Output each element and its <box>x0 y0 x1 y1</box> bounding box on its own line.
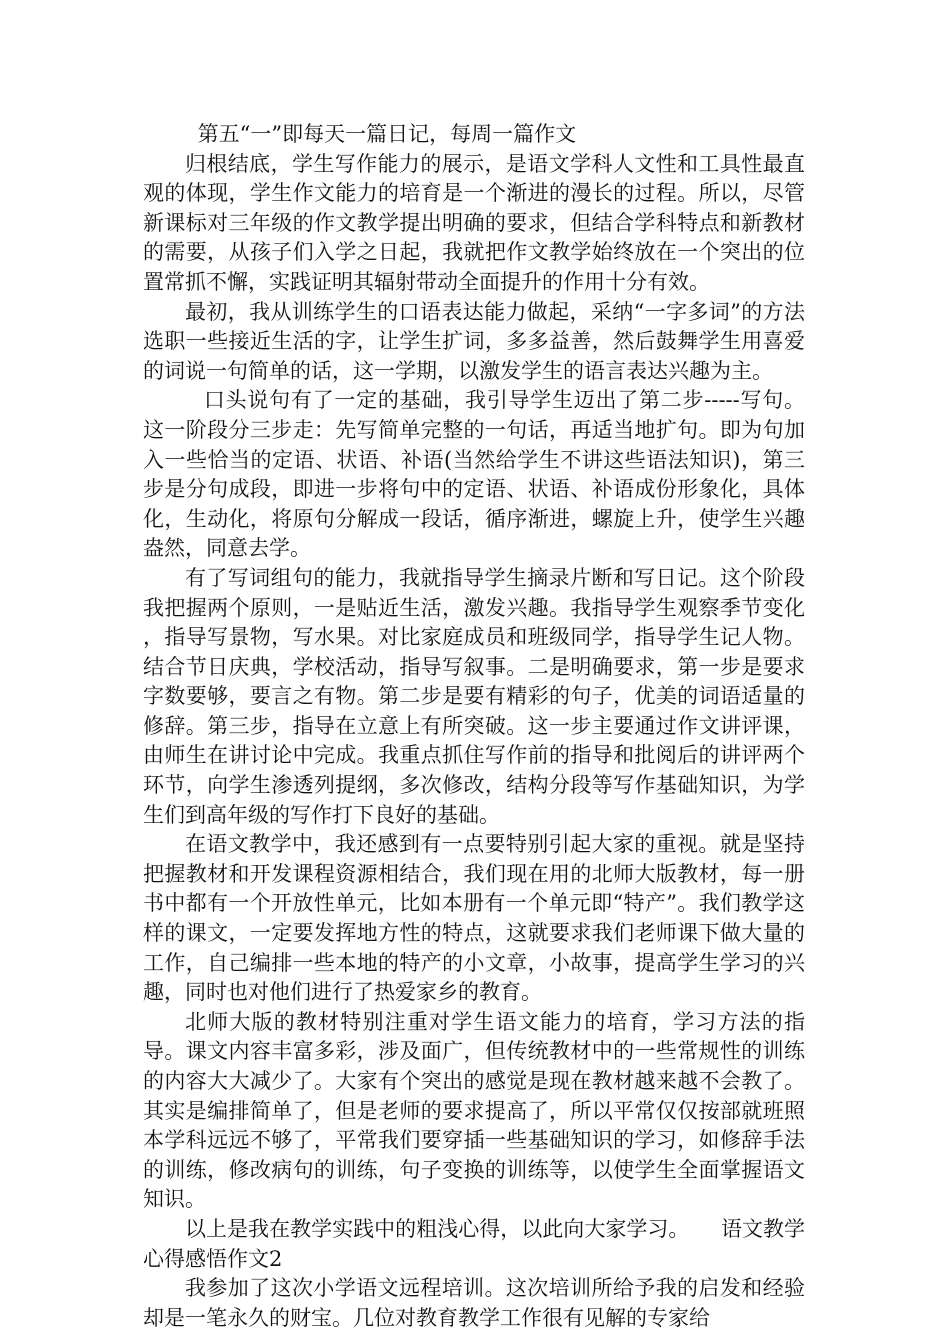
paragraph-training-intro: 我参加了这次小学语文远程培训。这次培训所给予我的启发和经验却是一笔永久的财宝。几位对教育教学工作很有见解的专家给 <box>143 1276 805 1330</box>
paragraph-sentence-writing: 口头说句有了一定的基础，我引导学生迈出了第二步-----写句。这一阶段分三步走：先写简单完整的一句话，再适当地扩句。即为句加入一些恰当的定语、状语、补语(当然给学生不讲这些语法知识)，第三步是分句成段，即进一步将句中的定语、状语、补语成份形象化，具体化，生动化，将原句分解成一段话，循序渐进，螺旋上升，使学生兴趣盎然，同意去学。 <box>143 388 805 561</box>
paragraph-course-resources: 在语文教学中，我还感到有一点要特别引起大家的重视。就是坚持把握教材和开发课程资源相结合，我们现在用的北师大版教材，每一册书中都有一个开放性单元，比如本册有一个单元即“特产”。我们教学这样的课文，一定要发挥地方性的特点，这就要求我们老师课下做大量的工作，自己编排一些本地的特产的小文章，小故事，提高学生学习的兴趣，同时也对他们进行了热爱家乡的教育。 <box>143 832 805 1005</box>
paragraph-conclusion: 以上是我在教学实践中的粗浅心得，以此向大家学习。 语文教学心得感悟作文2 <box>143 1216 805 1271</box>
section-heading: 第五“一”即每天一篇日记，每周一篇作文 <box>197 122 577 146</box>
paragraph-oral-expression: 最初，我从训练学生的口语表达能力做起，采纳“一字多词”的方法选职一些接近生活的字，让学生扩词，多多益善，然后鼓舞学生用喜爱的词说一句简单的话，这一学期，以激发学生的语言表达兴趣为主。 <box>143 299 805 383</box>
paragraph-writing-ability: 归根结底，学生写作能力的展示，是语文学科人文性和工具性最直观的体现，学生作文能力的培育是一个渐进的漫长的过程。所以，尽管新课标对三年级的作文教学提出明确的要求，但结合学科特点和新教材的需要，从孩子们入学之日起，我就把作文教学始终放在一个突出的位置常抓不懈，实践证明其辐射带动全面提升的作用十分有效。 <box>143 151 805 294</box>
document-body <box>143 120 805 1333</box>
paragraph-textbook-methods: 北师大版的教材特别注重对学生语文能力的培育，学习方法的指导。课文内容丰富多彩，涉及面广，但传统教材中的一些常规性的训练的内容大大减少了。大家有个突出的感觉是现在教材越来越不会教了。其实是编排简单了，但是老师的要求提高了，所以平常仅仅按部就班照本学科远远不够了，平常我们要穿插一些基础知识的学习，如修辞手法的训练，修改病句的训练，句子变换的训练等，以使学生全面掌握语文知识。 <box>143 1009 805 1212</box>
paragraph-diary-writing: 有了写词组句的能力，我就指导学生摘录片断和写日记。这个阶段我把握两个原则，一是贴近生活，激发兴趣。我指导学生观察季节变化 ，指导写景物，写水果。对比家庭成员和班级同学，指导学生记人物。结合节日庆典，学校活动，指导写叙事。二是明确要求，第一步是要求字数要够，要言之有物。第二步是要有精彩的句子，优美的词语适量的修辞。第三步，指导在立意上有所突破。这一步主要通过作文讲评课，由师生在讲讨论中完成。我重点抓住写作前的指导和批阅后的讲评两个环节，向学生渗透列提纲，多次修改，结构分段等写作基础知识，为学生们到高年级的写作打下良好的基础。 <box>143 565 805 827</box>
